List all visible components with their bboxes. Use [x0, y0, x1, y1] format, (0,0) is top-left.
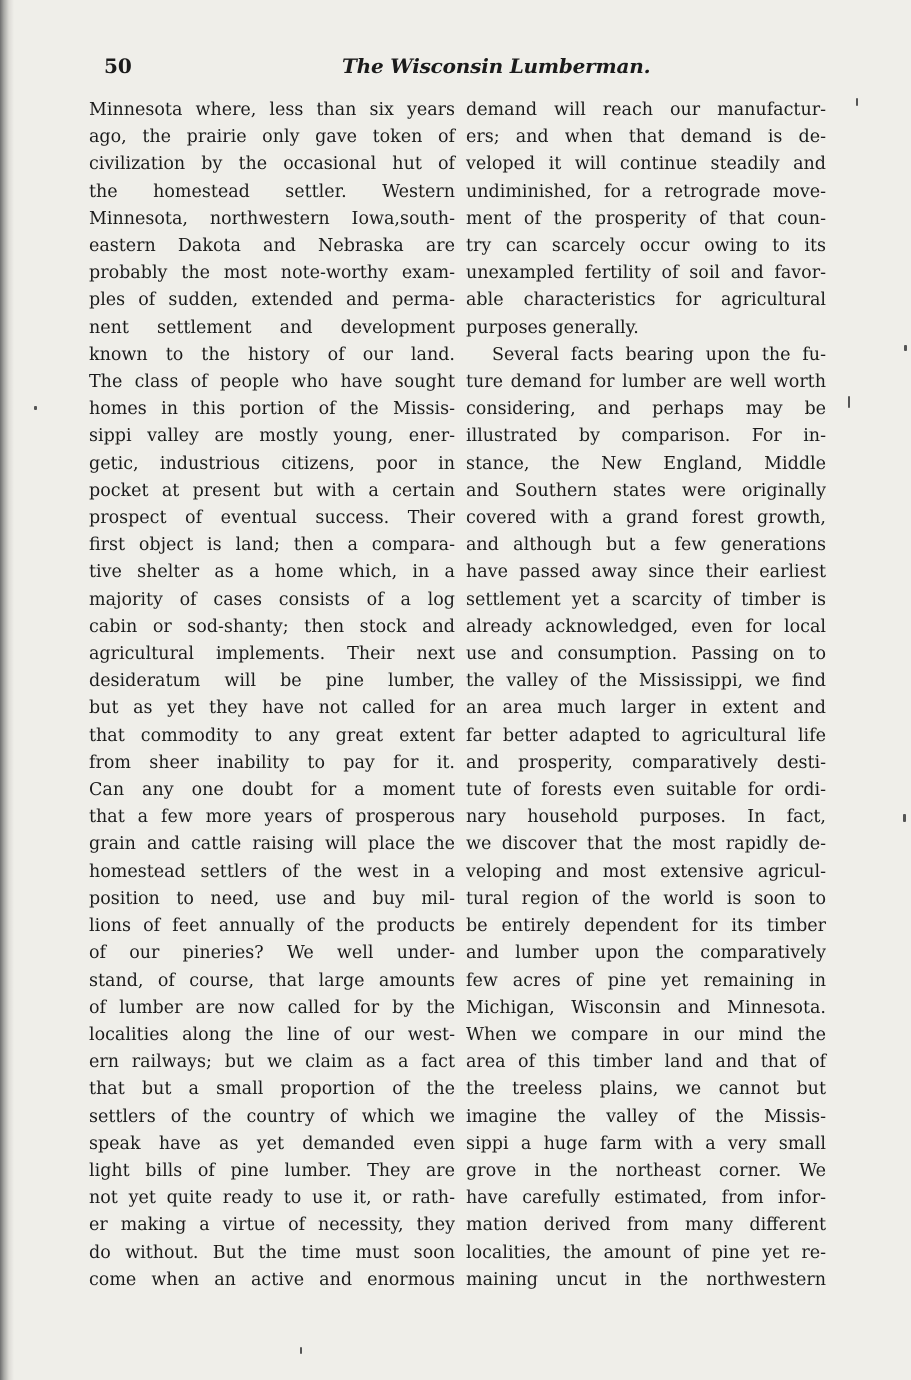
text-line: demand will reach our manufactur- — [466, 100, 826, 120]
text-line: er making a virtue of necessity, they — [89, 1215, 455, 1236]
left-text-column — [89, 97, 455, 1294]
text-line: agricultural implements. Their next — [89, 644, 455, 665]
text-line: try can scarcely occur owing to its — [466, 236, 826, 257]
text-line: sippi a huge farm with a very small — [466, 1133, 826, 1154]
text-line: that commodity to any great extent — [89, 725, 455, 746]
text-line: come when an active and enormous — [89, 1269, 455, 1290]
text-line: that a few more years of prosperous — [89, 807, 455, 828]
text-line: use and consumption. Passing on to — [466, 644, 826, 665]
text-line: sippi valley are mostly young, ener- — [89, 426, 455, 447]
text-line: of lumber are now called for by the — [89, 997, 455, 1018]
text-line: nary household purposes. In fact, — [466, 807, 826, 828]
text-line: considering, and perhaps may be — [466, 399, 826, 420]
text-line: of our pineries? We well under- — [89, 943, 455, 964]
text-line: desideratum will be pine lumber, — [89, 671, 455, 692]
text-line: veloped it will continue steadily and — [466, 154, 826, 175]
text-line: When we compare in our mind the — [466, 1024, 826, 1045]
text-line: ture demand for lumber are well worth — [466, 372, 826, 393]
text-line: have carefully estimated, from infor- — [466, 1188, 826, 1209]
text-line: we discover that the most rapidly de- — [466, 834, 826, 855]
text-line: covered with a grand forest growth, — [466, 508, 826, 529]
text-line: maining uncut in the northwestern — [466, 1269, 826, 1290]
text-line: imagine the valley of the Missis- — [466, 1106, 826, 1127]
text-line: localities, the amount of pine yet re- — [466, 1242, 826, 1263]
text-line: and although but a few generations — [466, 535, 826, 556]
text-line: and Southern states were originally — [466, 480, 826, 501]
text-line: settlers of the country of which we — [89, 1106, 455, 1127]
text-line: Minnesota where, less than six years — [89, 100, 455, 120]
text-line: Can any one doubt for a moment — [89, 780, 455, 801]
text-line: homestead settlers of the west in a — [89, 861, 455, 882]
text-line: known to the history of our land. — [89, 344, 455, 365]
text-line: civilization by the occasional hut of — [89, 154, 455, 175]
print-speck — [856, 98, 858, 106]
text-line: an area much larger in extent and — [466, 698, 826, 719]
text-line: cabin or sod-shanty; then stock and — [89, 616, 455, 637]
text-line: pocket at present but with a certain — [89, 480, 455, 501]
text-line: but as yet they have not called for — [89, 698, 455, 719]
text-line: lions of feet annually of the products — [89, 916, 455, 937]
print-speck — [34, 406, 37, 410]
text-line: purposes generally. — [466, 317, 639, 338]
text-line: The class of people who have sought — [89, 372, 455, 393]
text-line: able characteristics for agricultural — [466, 290, 826, 311]
text-line: from sheer inability to pay for it. — [89, 752, 455, 773]
text-line: unexampled fertility of soil and favor- — [466, 263, 826, 284]
page-edge-shadow — [0, 0, 14, 1380]
text-line: Michigan, Wisconsin and Minnesota. — [466, 997, 826, 1018]
text-line: veloping and most extensive agricul- — [466, 861, 826, 882]
text-line: the treeless plains, we cannot but — [466, 1079, 826, 1100]
text-line: the valley of the Mississippi, we find — [466, 671, 826, 692]
text-line: nent settlement and development — [89, 317, 455, 338]
text-line: the homestead settler. Western — [89, 181, 455, 202]
text-line: probably the most note-worthy exam- — [89, 263, 455, 284]
text-line: that but a small proportion of the — [89, 1079, 455, 1100]
text-line: far better adapted to agricultural life — [466, 725, 826, 746]
text-line: not yet quite ready to use it, or rath- — [89, 1188, 455, 1209]
text-line: stand, of course, that large amounts — [89, 970, 455, 991]
text-line: do without. But the time must soon — [89, 1242, 455, 1263]
text-line: undiminished, for a retrograde move- — [466, 181, 826, 202]
text-line: localities along the line of our west- — [89, 1024, 455, 1045]
print-speck — [904, 345, 907, 351]
text-line: Minnesota, northwestern Iowa,south- — [89, 208, 455, 229]
text-line: speak have as yet demanded even — [89, 1133, 455, 1154]
text-line: tural region of the world is soon to — [466, 888, 826, 909]
print-speck — [300, 1347, 302, 1354]
text-line: Several facts bearing upon the fu- — [492, 344, 826, 365]
text-line: and prosperity, comparatively desti- — [466, 752, 826, 773]
text-line: illustrated by comparison. For in- — [466, 426, 826, 447]
text-line: few acres of pine yet remaining in — [466, 970, 826, 991]
text-line: grove in the northeast corner. We — [466, 1160, 826, 1181]
text-line: mation derived from many different — [466, 1215, 826, 1236]
page-number: 50 — [104, 54, 132, 78]
text-line: grain and cattle raising will place the — [89, 834, 455, 855]
text-line: ern railways; but we claim as a fact — [89, 1052, 455, 1073]
text-line: and lumber upon the comparatively — [466, 943, 826, 964]
text-line: majority of cases consists of a log — [89, 589, 455, 610]
text-line: settlement yet a scarcity of timber is — [466, 589, 826, 610]
right-text-column — [466, 97, 826, 1294]
text-line: position to need, use and buy mil- — [89, 888, 455, 909]
text-line: ment of the prosperity of that coun- — [466, 208, 826, 229]
print-speck — [848, 396, 850, 408]
text-line: ago, the prairie only gave token of — [89, 127, 455, 148]
text-line: first object is land; then a compara- — [89, 535, 455, 556]
text-line: tute of forests even suitable for ordi- — [466, 780, 826, 801]
text-line: area of this timber land and that of — [466, 1052, 826, 1073]
text-line: prospect of eventual success. Their — [89, 508, 455, 529]
text-line: stance, the New England, Middle — [466, 453, 826, 474]
print-speck — [903, 814, 906, 822]
text-line: ples of sudden, extended and perma- — [89, 290, 455, 311]
text-line: getic, industrious citizens, poor in — [89, 453, 455, 474]
text-line: homes in this portion of the Missis- — [89, 399, 455, 420]
text-line: light bills of pine lumber. They are — [89, 1160, 455, 1181]
running-title: The Wisconsin Lumberman. — [342, 54, 651, 78]
text-line: tive shelter as a home which, in a — [89, 562, 455, 583]
text-line: have passed away since their earliest — [466, 562, 826, 583]
text-line: be entirely dependent for its timber — [466, 916, 826, 937]
text-line: eastern Dakota and Nebraska are — [89, 236, 455, 257]
text-line: already acknowledged, even for local — [466, 616, 826, 637]
text-line: ers; and when that demand is de- — [466, 127, 826, 148]
